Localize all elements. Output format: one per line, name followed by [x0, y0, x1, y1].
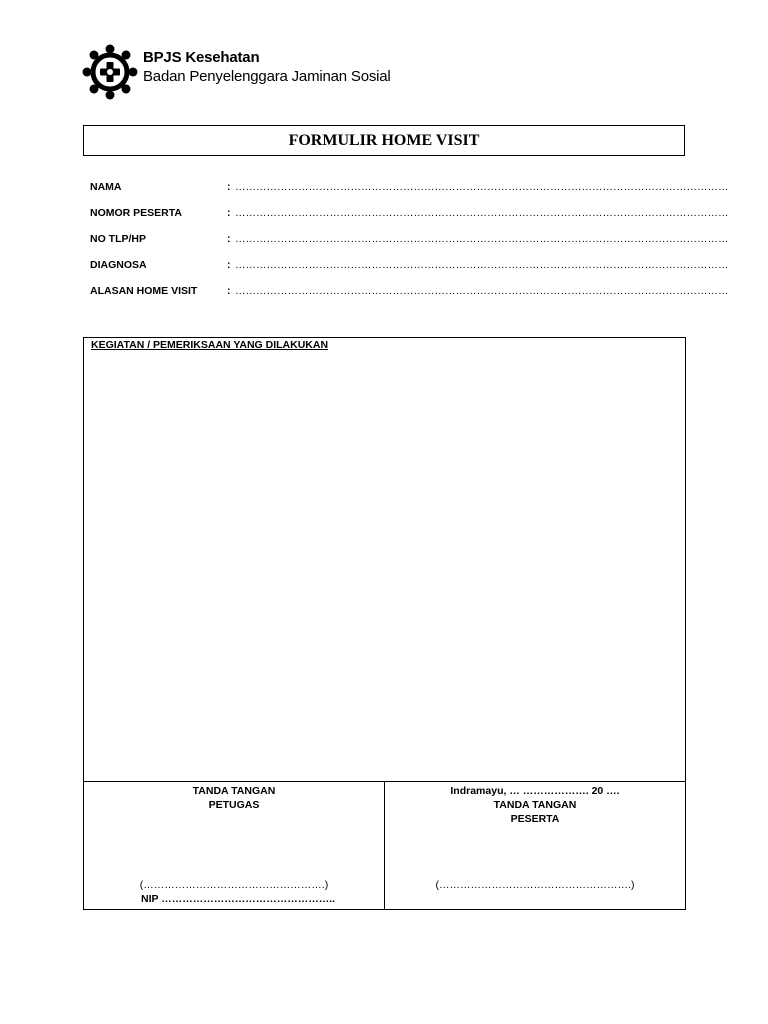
field-label: DIAGNOSA — [90, 259, 147, 271]
field-fill-line[interactable]: …………………………………………………………………………………………………………………………… — [235, 233, 729, 245]
field-label: NO TLP/HP — [90, 233, 147, 245]
officer-signature-cell[interactable] — [84, 782, 385, 909]
field-separator: : — [227, 259, 231, 271]
signature-table — [83, 781, 686, 910]
activity-box[interactable] — [83, 337, 686, 782]
field-fill-line[interactable]: …………………………………………………………………………………………………………………………… — [235, 285, 729, 297]
field-fill-line[interactable]: …………………………………………………………………………………………………………………………… — [235, 181, 729, 193]
field-label: ALASAN HOME VISIT — [90, 285, 198, 297]
form-title: FORMULIR HOME VISIT — [83, 125, 685, 156]
form-fields — [90, 178, 729, 308]
officer-sign-label: TANDA TANGAN — [192, 785, 276, 797]
field-separator: : — [227, 181, 231, 193]
field-separator: : — [227, 233, 231, 245]
field-row-alasan-home-visit — [90, 282, 729, 308]
field-row-diagnosa — [90, 256, 729, 282]
brand-subtitle: Badan Penyelenggara Jaminan Sosial — [143, 68, 391, 85]
participant-signature-cell[interactable] — [385, 782, 685, 909]
participant-name-line: (……………………………………………….) — [435, 879, 635, 891]
officer-role-label: PETUGAS — [208, 799, 260, 811]
field-separator: : — [227, 207, 231, 219]
field-label: NAMA — [90, 181, 122, 193]
field-fill-line[interactable]: …………………………………………………………………………………………………………………………… — [235, 259, 729, 271]
place-date-line: Indramayu, … ………………. 20 …. — [450, 785, 620, 797]
participant-sign-label: TANDA TANGAN — [493, 799, 577, 811]
field-fill-line[interactable]: …………………………………………………………………………………………………………………………… — [235, 207, 729, 219]
officer-nip-line: NIP ………………………………………….. — [141, 893, 336, 905]
field-row-nomor-peserta — [90, 204, 729, 230]
officer-name-line: (…………………………………………….) — [139, 879, 329, 891]
brand-name: BPJS Kesehatan — [143, 49, 260, 66]
field-row-nama — [90, 178, 729, 204]
brand-block — [143, 49, 391, 87]
field-label: NOMOR PESERTA — [90, 207, 182, 219]
activity-title: KEGIATAN / PEMERIKSAAN YANG DILAKUKAN — [91, 339, 329, 351]
participant-role-label: PESERTA — [510, 813, 560, 825]
field-separator: : — [227, 285, 231, 297]
field-row-no-tlp — [90, 230, 729, 256]
bpjs-logo-icon — [82, 44, 138, 100]
